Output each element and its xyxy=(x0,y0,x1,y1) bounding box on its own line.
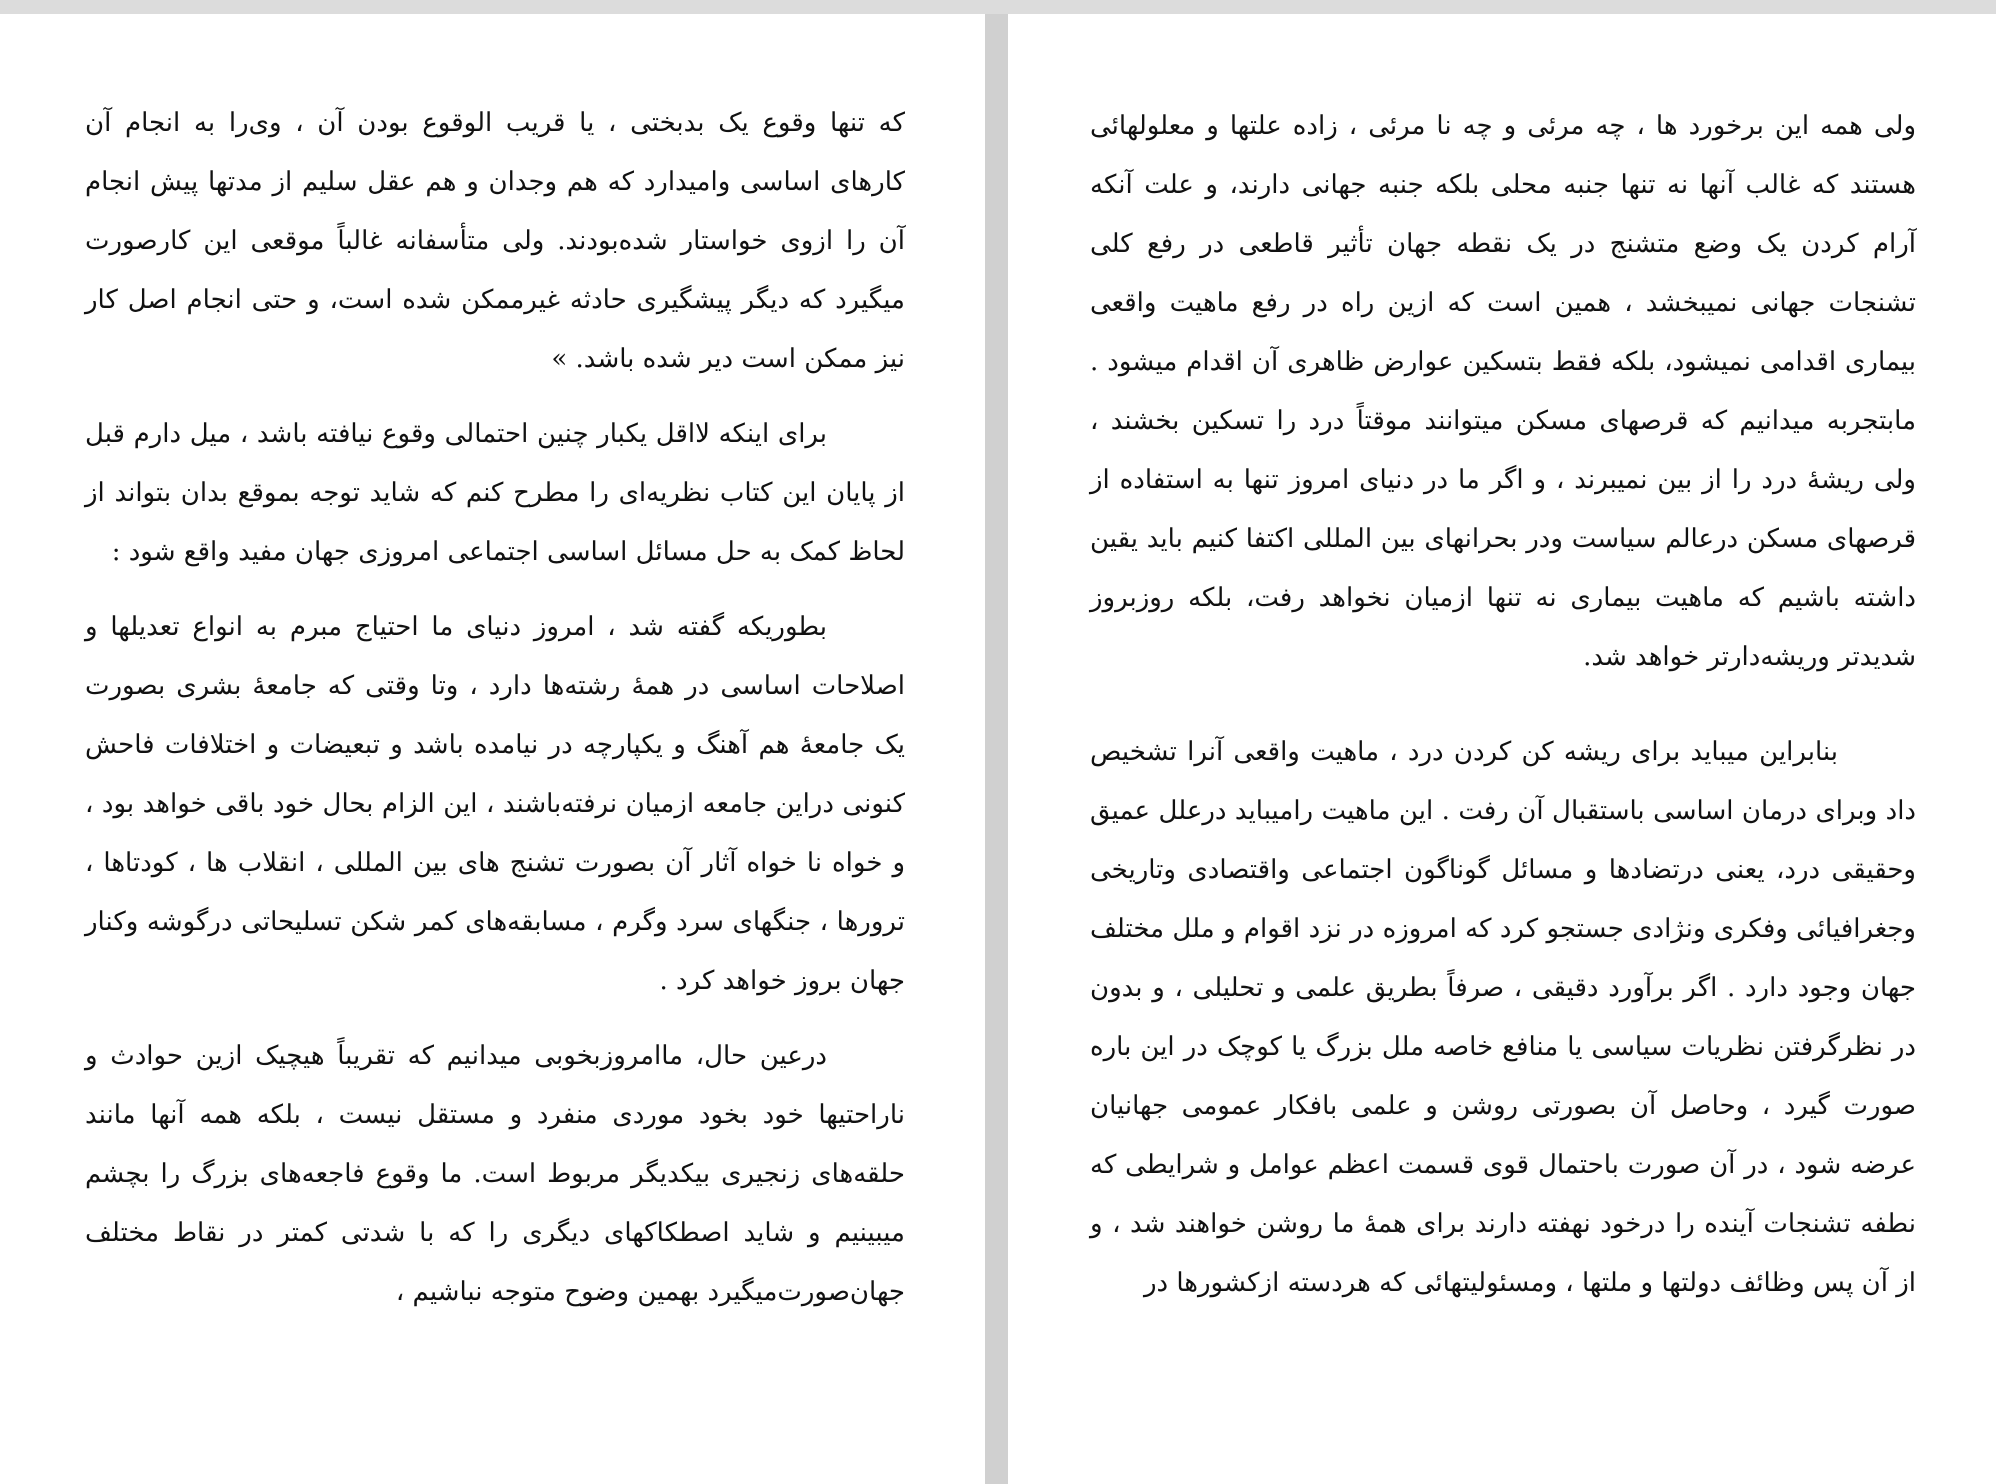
right-page xyxy=(1008,14,1996,1484)
left-paragraph-3: بطوریکه گفته شد ، امروز دنیای ما احتیاج مبرم به انواع تعدیلها و اصلاحات اساسی در همهٔ رشته‌ها دارد ، وتا وقتی که جامعهٔ بشری بصورت یک جامعهٔ هم آهنگ و یکپارچه در نیامده باشد و تبعیضات و اختلافات فاحش کنونی دراین جامعه ازمیان نرفته‌باشند ، این الزام بحال خود باقی خواهد بود ، و خواه نا خواه آثار آن بصورت تشنج های بین المللی ، انقلاب ها ، کودتاها ، ترورها ، جنگهای سرد وگرم ، مسابقه‌های کمر شکن تسلیحاتی درگوشه وکنار جهان بروز خواهد کرد . xyxy=(85,612,905,996)
page-gutter xyxy=(985,14,1008,1484)
right-paragraph-1: ولی همه این برخورد ها ، چه مرئی و چه نا مرئی ، زاده علتها و معلولهائی هستند که غالب آنها نه تنها جنبه محلی بلکه جنبه جهانی دارند، و علت آنکه آرام کردن یک وضع متشنج در یک نقطه جهان تأثیر قاطعی در رفع کلی تشنجات جهانی نمیبخشد ، همین است که ازین راه در رفع ماهیت واقعی بیماری اقدامی نمیشود، بلکه فقط بتسکین عوارض ظاهری آن اقدام میشود . مابتجربه میدانیم که قرصهای مسکن میتوانند موقتاً درد را تسکین بخشند ، ولی ریشهٔ درد را از بین نمیبرند ، و اگر ما در دنیای امروز تنها به استفاده از قرصهای مسکن درعالم سیاست ودر بحرانهای بین المللی اکتفا کنیم باید یقین داشته باشیم که ماهیت بیماری نه تنها ازمیان نخواهد رفت، بلکه روزبروز شدیدتر وریشه‌دارتر خواهد شد. xyxy=(1090,111,1917,672)
left-paragraph-2: برای اینکه لااقل یکبار چنین احتمالی وقوع نیافته باشد ، میل دارم قبل از پایان این کتاب نظریه‌ای را مطرح کنم که شاید توجه بموقع بدان بتواند از لحاظ کمک به حل مسائل اساسی اجتماعی امروزی جهان مفید واقع شود : xyxy=(85,419,905,567)
right-paragraph-2: بنابراین میباید برای ریشه کن کردن درد ، ماهیت واقعی آنرا تشخیص داد وبرای درمان اساسی باستقبال آن رفت . این ماهیت رامیباید درعلل عمیق وحقیقی درد، یعنی درتضادها و مسائل گوناگون اجتماعی واقتصادی وتاریخی وجغرافیائی وفکری ونژادی جستجو کرد که امروزه در نزد اقوام و ملل مختلف جهان وجود دارد . اگر برآورد دقیقی ، صرفاً بطریق علمی و تحلیلی ، و بدون در نظرگرفتن نظریات سیاسی یا منافع خاصه ملل بزرگ یا کوچک در این باره صورت گیرد ، وحاصل آن بصورتی روشن و علمی بافکار عمومی جهانیان عرضه شود ، در آن صورت باحتمال قوی قسمت اعظم عوامل و شرایطی که نطفه تشنجات آینده را درخود نهفته دارند برای همهٔ ما روشن خواهند شد ، و از آن پس وظائف دولتها و ملتها ، ومسئولیتهائی که هردسته ازکشورها در xyxy=(1090,737,1916,1298)
left-paragraph-1: که تنها وقوع یک بدبختی ، یا قریب الوقوع بودن آن ، وی‌را به انجام آن کارهای اساسی وامیدارد که هم وجدان و هم عقل سلیم از مدتها پیش انجام آن را ازوی خواستار شده‌بودند. ولی متأسفانه غالباً موقعی این کارصورت میگیرد که دیگر پیشگیری حادثه غیرممکن شده است، و حتی انجام اصل کار نیز ممکن است دیر شده باشد. » xyxy=(85,108,905,374)
viewer-top-bar xyxy=(0,0,1996,14)
left-page xyxy=(0,14,985,1484)
left-paragraph-4: درعین حال، ماامروزبخوبی میدانیم که تقریباً هیچیک ازین حوادث و ناراحتیها خود بخود موردی منفرد و مستقل نیست ، بلکه همه آنها مانند حلقه‌های زنجیری بیکدیگر مربوط است. ما وقوع فاجعه‌های بزرگ را بچشم میبینیم و شاید اصطکاکهای دیگری را که با شدتی کمتر در نقاط مختلف جهان‌صورت‌میگیرد بهمین وضوح متوجه نباشیم ، xyxy=(85,1041,905,1307)
